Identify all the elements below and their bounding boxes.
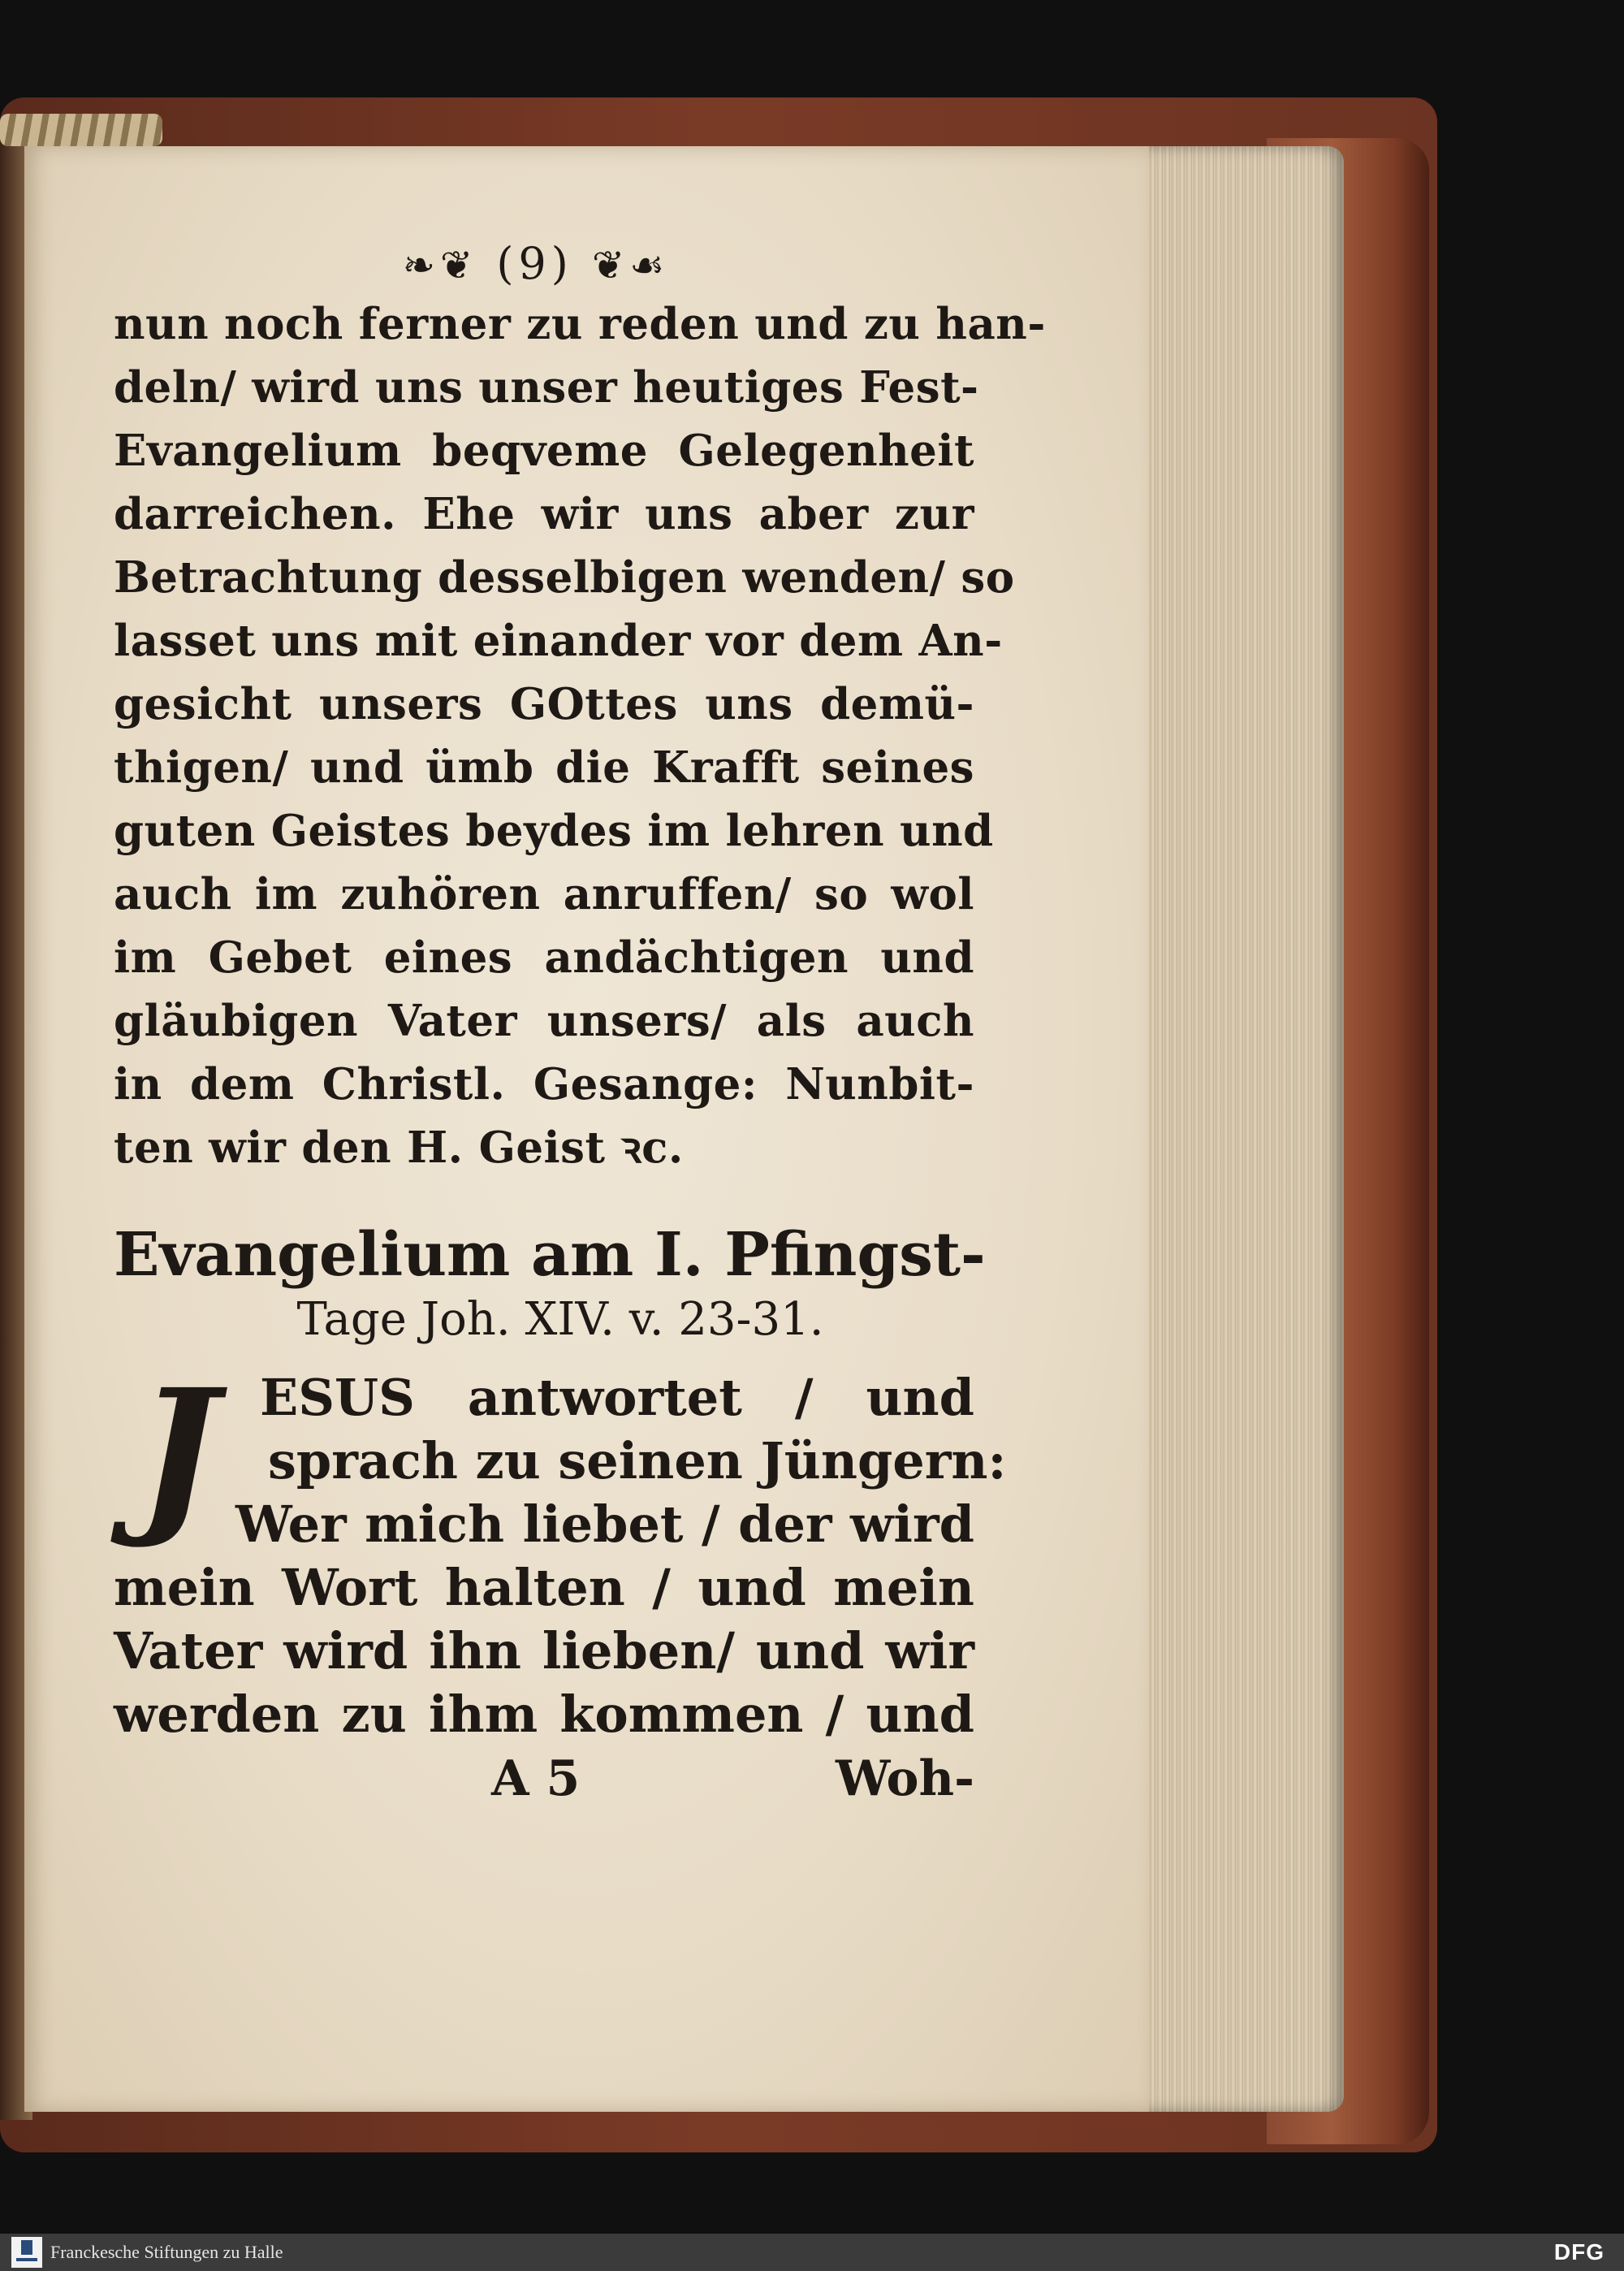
text-line: darreichen. Ehe wir uns aber zur <box>114 489 974 539</box>
franckesche-stiftungen-logo-icon <box>11 2237 42 2268</box>
gospel-line: ESUS antwortet / und <box>260 1368 974 1427</box>
text-line: nun noch ferner zu reden und zu han- <box>114 299 1046 349</box>
text-line: auch im zuhören anruffen/ so wol <box>114 869 974 919</box>
page-footer <box>114 1746 974 1811</box>
gospel-line: Wer mich liebet / der wird <box>235 1495 974 1554</box>
gospel-line: sprach zu seinen Jüngern: <box>268 1431 1007 1490</box>
body-paragraph <box>114 292 1046 1179</box>
page-block-edge <box>1141 146 1344 2112</box>
text-line: lasset uns mit einander vor dem An- <box>114 616 1003 666</box>
running-head <box>97 236 974 292</box>
text-line: gesicht unsers GOttes uns demü- <box>114 679 974 729</box>
credit-bar <box>0 2234 1624 2271</box>
section-heading: Evangelium am I. Pfingst- <box>114 1220 986 1290</box>
text-line: im Gebet eines andächtigen und <box>114 932 974 983</box>
bookmark-ribbon <box>0 114 162 146</box>
catchword: Woh- <box>835 1750 974 1807</box>
text-line: Evangelium beqveme Gelegenheit <box>114 426 974 476</box>
text-line: Betrachtung desselbigen wenden/ so <box>114 552 1015 603</box>
drop-cap: J <box>137 1352 218 1552</box>
gospel-line: Vater wird ihn lieben/ und wir <box>114 1621 974 1681</box>
gospel-text <box>114 1352 1007 1746</box>
gospel-line: mein Wort halten / und mein <box>114 1558 974 1617</box>
text-line: guten Geistes beydes im lehren und <box>114 806 994 856</box>
section-subheading: Tage Joh. XIV. v. 23-31. <box>296 1293 824 1346</box>
page-number: (9) <box>496 238 573 289</box>
signature-mark: A 5 <box>491 1750 581 1807</box>
text-line: gläubigen Vater unsers/ als auch <box>114 996 974 1046</box>
text-line: deln/ wird uns unser heutiges Fest- <box>114 362 979 413</box>
text-line-last: ten wir den H. Geist ꝛc. <box>114 1123 684 1173</box>
text-line: thigen/ und ümb die Krafft seines <box>114 742 974 793</box>
text-line: in dem Christl. Gesange: Nunbit- <box>114 1059 974 1110</box>
dfg-logo: DFG <box>1553 2239 1605 2265</box>
page-text <box>114 236 1046 1811</box>
gospel-line: werden zu ihm kommen / und <box>114 1685 974 1744</box>
ornament-right-icon: ❦☙ <box>592 243 670 288</box>
institution-label: Franckesche Stiftungen zu Halle <box>50 2242 283 2262</box>
ornament-left-icon: ❧❦ <box>402 243 478 288</box>
